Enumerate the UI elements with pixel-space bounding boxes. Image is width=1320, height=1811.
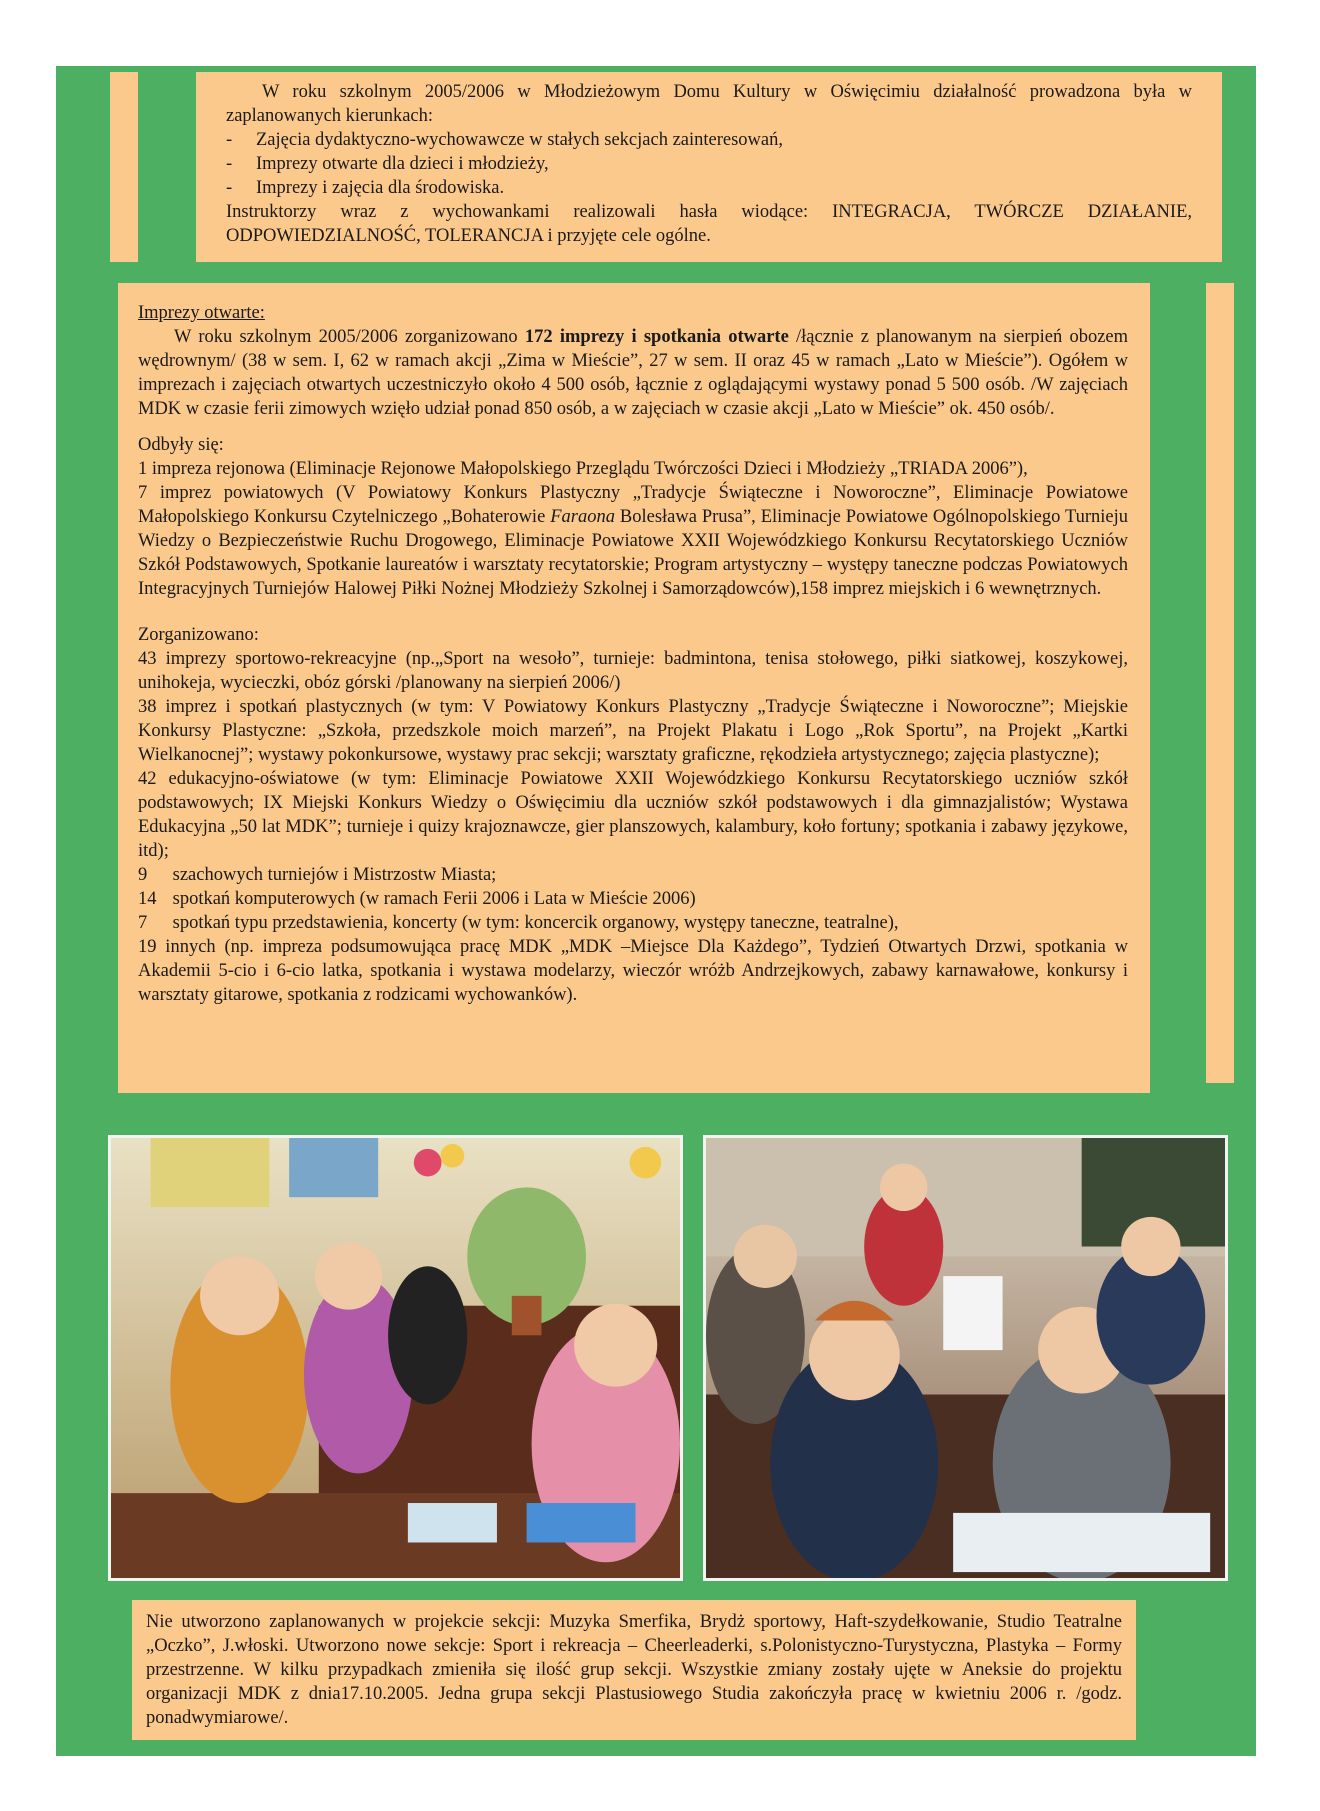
intro-goals-paragraph: Instruktorzy wraz z wychowankami realizowali hasła wiodące: INTEGRACJA, TWÓRCZE DZIAŁANIE, ODPOWIEDZIALNOŚĆ, TOLERANCJA i przyjęte cele ogólne. (226, 202, 1192, 246)
organized-item-short: 9 szachowych turniejów i Mistrzostw Miasta; (138, 865, 497, 885)
photo-crafts-workshop (108, 1135, 683, 1581)
intro-paragraph: W roku szkolnym 2005/2006 w Młodzieżowym Domu Kultury w Oświęcimiu działalność prowadzona była w zaplanowanych kierunkach: (226, 82, 1192, 126)
organized-heading: Zorganizowano: (138, 625, 259, 645)
held-regional: 1 impreza rejonowa (Eliminacje Rejonowe Małopolskiego Przeglądu Twórczości Dzieci i Młodzieży „TRIADA 2006”), (138, 459, 1028, 479)
decorative-strip-left (110, 72, 138, 262)
intro-panel (196, 72, 1222, 262)
open-events-panel (118, 283, 1150, 1093)
intro-list-item: - Imprezy otwarte dla dzieci i młodzieży, (226, 154, 549, 174)
intro-list-item: - Imprezy i zajęcia dla środowiska. (226, 178, 505, 198)
open-events-heading: Imprezy otwarte: (138, 303, 265, 323)
organized-item: 19 innych (np. impreza podsumowująca pracę MDK „MDK –Miejsce Dla Każdego”, Tydzień Otwartych Drzwi, spotkania w Akademii 5-cio i 6-cio latka, spotkania i wystawa modelarzy, wieczór wróżb Andrzejkowych, zabawy karnawałowe, konkursy i warsztaty gitarowe, spotkania z rodzicami wychowanków). (138, 937, 1128, 1005)
organized-item: 43 imprezy sportowo-rekreacyjne (np.„Sport na wesoło”, turnieje: badmintona, tenisa stołowego, piłki siatkowej, koszykowej, unihokeja, wycieczki, obóz górski /planowany na sierpień 2006/) (138, 649, 1128, 693)
intro-list-item: - Zajęcia dydaktyczno-wychowawcze w stałych sekcjach zainteresowań, (226, 130, 783, 150)
decorative-strip-right (1206, 283, 1234, 1083)
photo-computer-illustration (706, 1138, 1225, 1578)
held-district: 7 imprez powiatowych (V Powiatowy Konkurs Plastyczny „Tradycje Świąteczne i Noworoczne”, Eliminacje Powiatowe Małopolskiego Konkursu Czytelniczego „Bohaterowie Faraona Bolesława Prusa”, Eliminacje Powiatowe Ogólnopolskiego Turnieju Wiedzy o Bezpieczeństwie Ruchu Drogowego, Eliminacje Powiatowe XXII Wojewódzkiego Konkursu Recytatorskiego Uczniów Szkół Podstawowych, Spotkanie laureatów i warsztaty recytatorskie; Program artystyczny – występy taneczne podczas Powiatowych Integracyjnych Turniejów Halowej Piłki Nożnej Młodzieży Szkolnej i Samorządowców),158 imprez miejskich i 6 wewnętrznych. (138, 483, 1128, 599)
photo-crafts-illustration (111, 1138, 680, 1578)
organized-item: 38 imprez i spotkań plastycznych (w tym: V Powiatowy Konkurs Plastyczny „Tradycje Świąteczne i Noworoczne”; Miejskie Konkursy Plastyczne: „Szkoła, przedszkole moich marzeń”, na Projekt Plakatu i Logo „Rok Sportu”, na Projekt „Kartki Wielkanocnej”; wystawy pokonkursowe, wystawy prac sekcji; warsztaty graficzne, rękodzieła artystycznego; zajęcia plastyczne); (138, 697, 1128, 765)
organized-item-short: 14 spotkań komputerowych (w ramach Ferii 2006 i Lata w Mieście 2006) (138, 889, 696, 909)
organized-item: 42 edukacyjno-oświatowe (w tym: Eliminacje Powiatowe XXII Wojewódzkiego Konkursu Recytatorskiego uczniów szkół podstawowych; IX Miejski Konkurs Wiedzy o Oświęcimiu dla uczniów szkół podstawowych i dla gimnazjalistów; Wystawa Edukacyjna „50 lat MDK”; turnieje i quizy krajoznawcze, gier planszowych, kalambury, koło fortuny; spotkania i zabawy językowe, itd); (138, 769, 1128, 861)
sections-changes-panel (132, 1600, 1136, 1740)
open-events-summary: W roku szkolnym 2005/2006 zorganizowano 172 imprezy i spotkania otwarte /łącznie z planowanym na sierpień obozem wędrownym/ (38 w sem. I, 62 w ramach akcji „Zima w Mieście”, 27 w sem. II oraz 45 w ramach „Lato w Mieście”). Ogółem w imprezach i zajęciach otwartych uczestniczyło około 4 500 osób, łącznie z oglądającymi wystawy ponad 5 500 osób. /W zajęciach MDK w czasie ferii zimowych wzięło udział ponad 850 osób, a w zajęciach w czasie akcji „Lato w Mieście” ok. 450 osób/. (138, 327, 1129, 419)
held-heading: Odbyły się: (138, 435, 224, 455)
photo-computer-meeting (703, 1135, 1228, 1581)
organized-item-short: 7 spotkań typu przedstawienia, koncerty (w tym: koncercik organowy, występy taneczne, teatralne), (138, 913, 899, 933)
sections-changes-text: Nie utworzono zaplanowanych w projekcie sekcji: Muzyka Smerfika, Brydż sportowy, Haft-szydełkowanie, Studio Teatralne „Oczko”, J.włoski. Utworzono nowe sekcje: Sport i rekreacja – Cheerleaderki, s.Polonistyczno-Turystyczna, Plastyka – Formy przestrzenne. W kilku przypadkach zmieniła się ilość grup sekcji. Wszystkie zmiany zostały ujęte w Aneksie do projektu organizacji MDK z dnia17.10.2005. Jedna grupa sekcji Plastusiowego Studia zakończyła pracę w kwietniu 2006 r. /godz. ponadwymiarowe/. (146, 1612, 1122, 1728)
